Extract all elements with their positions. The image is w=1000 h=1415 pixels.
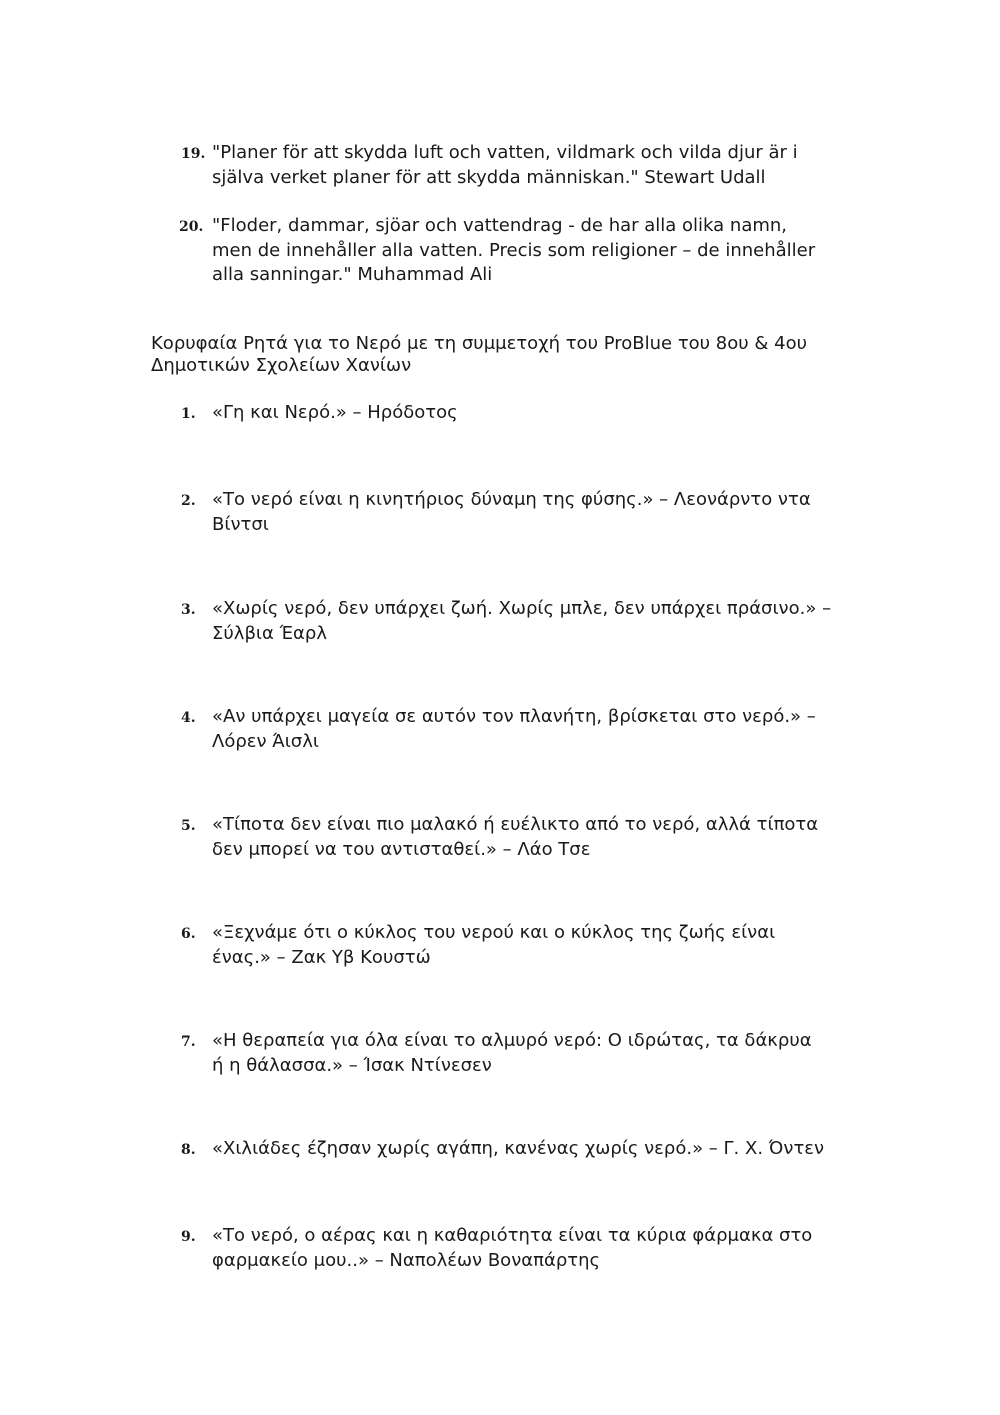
list-number: 20.	[179, 219, 204, 235]
list-number: 9.	[181, 1229, 196, 1245]
quote-text: «Ξεχνάμε ότι ο κύκλος του νερού και ο κύκλος της ζωής είναι ένας.» – Ζακ Υβ Κουστώ	[212, 922, 776, 968]
list-number: 5.	[181, 818, 196, 834]
quote-text: «Χωρίς νερό, δεν υπάρχει ζωή. Χωρίς μπλε, δεν υπάρχει πράσινο.» – Σύλβια Έαρλ	[212, 598, 832, 644]
section-heading: Κορυφαία Ρητά για το Νερό με τη συμμετοχή του ProBlue του 8ου & 4ου Δημοτικών Σχολείων Χανίων	[151, 333, 808, 376]
quote-text: «Χιλιάδες έζησαν χωρίς αγάπη, κανένας χωρίς νερό.» – Γ. Χ. Όντεν	[212, 1138, 825, 1159]
quote-text: «Η θεραπεία για όλα είναι το αλμυρό νερό: Ο ιδρώτας, τα δάκρυα ή η θάλασσα.» – Ίσακ Ντίνεσεν	[212, 1030, 812, 1076]
quote-text: «Αν υπάρχει μαγεία σε αυτόν τον πλανήτη, βρίσκεται στο νερό.» – Λόρεν Άισλι	[212, 706, 816, 752]
list-number: 3.	[181, 602, 196, 618]
list-number: 6.	[181, 926, 196, 942]
list-number: 8.	[181, 1142, 196, 1158]
quote-text: «Το νερό, ο αέρας και η καθαριότητα είναι τα κύρια φάρμακα στο φαρμακείο μου..» – Ναπολέων Βοναπάρτης	[212, 1225, 813, 1271]
quote-text: «Τίποτα δεν είναι πιο μαλακό ή ευέλικτο από το νερό, αλλά τίποτα δεν μπορεί να του αντισταθεί.» – Λάο Τσε	[212, 814, 819, 860]
list-number: 19.	[181, 146, 206, 162]
quote-text: "Planer för att skydda luft och vatten, vildmark och vilda djur är i själva verket planer för att skydda människan." Stewart Udall	[212, 142, 798, 188]
list-number: 1.	[181, 406, 196, 422]
quote-text: «Γη και Νερό.» – Ηρόδοτος	[212, 402, 458, 423]
quote-text: «Το νερό είναι η κινητήριος δύναμη της φύσης.» – Λεονάρντο ντα Βίντσι	[212, 489, 811, 535]
list-number: 4.	[181, 710, 196, 726]
list-number: 2.	[181, 493, 196, 509]
list-number: 7.	[181, 1034, 196, 1050]
quote-text: "Floder, dammar, sjöar och vattendrag - de har alla olika namn, men de innehåller alla vatten. Precis som religioner – de innehåller alla sanningar." Muhammad Ali	[212, 215, 816, 285]
